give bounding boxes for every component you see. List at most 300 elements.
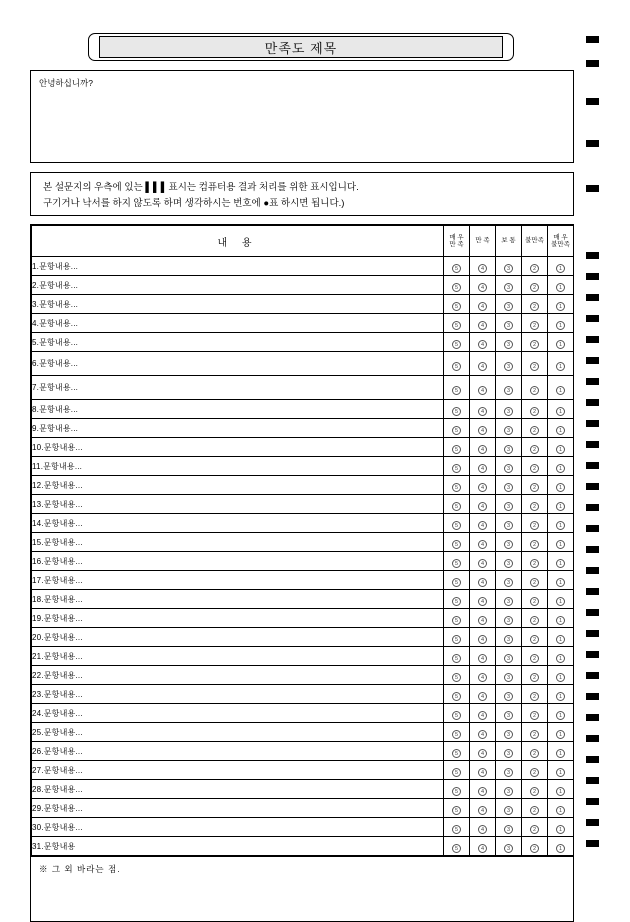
answer-bubble[interactable]: 2 bbox=[530, 730, 539, 739]
answer-bubble-cell[interactable] bbox=[444, 685, 470, 704]
answer-bubble-cell[interactable] bbox=[444, 376, 470, 400]
answer-bubble[interactable]: 3 bbox=[504, 654, 513, 663]
answer-bubble-cell[interactable] bbox=[496, 352, 522, 376]
answer-bubble[interactable]: 3 bbox=[504, 673, 513, 682]
answer-bubble-cell[interactable] bbox=[548, 314, 574, 333]
answer-bubble[interactable]: 1 bbox=[556, 362, 565, 371]
answer-bubble-cell[interactable] bbox=[496, 647, 522, 666]
answer-bubble-cell[interactable] bbox=[496, 837, 522, 856]
answer-bubble[interactable]: 4 bbox=[478, 502, 487, 511]
answer-bubble[interactable]: 5 bbox=[452, 386, 461, 395]
answer-bubble[interactable]: 3 bbox=[504, 407, 513, 416]
answer-bubble-cell[interactable] bbox=[548, 457, 574, 476]
answer-bubble[interactable]: 5 bbox=[452, 321, 461, 330]
answer-bubble-cell[interactable] bbox=[444, 552, 470, 571]
answer-bubble[interactable]: 3 bbox=[504, 483, 513, 492]
answer-bubble-cell[interactable] bbox=[444, 742, 470, 761]
answer-bubble-cell[interactable] bbox=[470, 276, 496, 295]
answer-bubble-cell[interactable] bbox=[470, 457, 496, 476]
answer-bubble[interactable]: 4 bbox=[478, 407, 487, 416]
answer-bubble-cell[interactable] bbox=[444, 352, 470, 376]
answer-bubble[interactable]: 4 bbox=[478, 787, 487, 796]
answer-bubble[interactable]: 1 bbox=[556, 445, 565, 454]
answer-bubble[interactable]: 5 bbox=[452, 445, 461, 454]
answer-bubble-cell[interactable] bbox=[548, 685, 574, 704]
answer-bubble[interactable]: 5 bbox=[452, 426, 461, 435]
answer-bubble[interactable]: 2 bbox=[530, 407, 539, 416]
answer-bubble[interactable]: 3 bbox=[504, 386, 513, 395]
answer-bubble[interactable]: 5 bbox=[452, 483, 461, 492]
answer-bubble[interactable]: 5 bbox=[452, 635, 461, 644]
answer-bubble[interactable]: 2 bbox=[530, 521, 539, 530]
answer-bubble-cell[interactable] bbox=[548, 571, 574, 590]
answer-bubble-cell[interactable] bbox=[522, 400, 548, 419]
answer-bubble-cell[interactable] bbox=[470, 647, 496, 666]
answer-bubble-cell[interactable] bbox=[444, 837, 470, 856]
answer-bubble-cell[interactable] bbox=[522, 704, 548, 723]
answer-bubble[interactable]: 4 bbox=[478, 340, 487, 349]
answer-bubble[interactable]: 4 bbox=[478, 283, 487, 292]
answer-bubble-cell[interactable] bbox=[522, 438, 548, 457]
answer-bubble-cell[interactable] bbox=[548, 647, 574, 666]
answer-bubble-cell[interactable] bbox=[522, 666, 548, 685]
answer-bubble[interactable]: 5 bbox=[452, 464, 461, 473]
answer-bubble-cell[interactable] bbox=[470, 419, 496, 438]
answer-bubble-cell[interactable] bbox=[470, 799, 496, 818]
answer-bubble-cell[interactable] bbox=[522, 295, 548, 314]
answer-bubble[interactable]: 1 bbox=[556, 283, 565, 292]
answer-bubble[interactable]: 2 bbox=[530, 711, 539, 720]
answer-bubble-cell[interactable] bbox=[444, 704, 470, 723]
answer-bubble-cell[interactable] bbox=[470, 837, 496, 856]
answer-bubble[interactable]: 2 bbox=[530, 635, 539, 644]
answer-bubble-cell[interactable] bbox=[444, 295, 470, 314]
answer-bubble[interactable]: 3 bbox=[504, 559, 513, 568]
answer-bubble-cell[interactable] bbox=[470, 552, 496, 571]
answer-bubble-cell[interactable] bbox=[496, 333, 522, 352]
answer-bubble[interactable]: 3 bbox=[504, 445, 513, 454]
answer-bubble-cell[interactable] bbox=[470, 685, 496, 704]
answer-bubble[interactable]: 5 bbox=[452, 362, 461, 371]
answer-bubble[interactable]: 4 bbox=[478, 445, 487, 454]
answer-bubble-cell[interactable] bbox=[496, 571, 522, 590]
answer-bubble-cell[interactable] bbox=[496, 628, 522, 647]
answer-bubble-cell[interactable] bbox=[496, 685, 522, 704]
answer-bubble-cell[interactable] bbox=[444, 276, 470, 295]
answer-bubble-cell[interactable] bbox=[522, 799, 548, 818]
answer-bubble[interactable]: 2 bbox=[530, 654, 539, 663]
answer-bubble-cell[interactable] bbox=[470, 742, 496, 761]
answer-bubble[interactable]: 3 bbox=[504, 597, 513, 606]
answer-bubble[interactable]: 3 bbox=[504, 711, 513, 720]
answer-bubble-cell[interactable] bbox=[522, 837, 548, 856]
answer-bubble[interactable]: 3 bbox=[504, 540, 513, 549]
answer-bubble[interactable]: 1 bbox=[556, 654, 565, 663]
answer-bubble[interactable]: 4 bbox=[478, 730, 487, 739]
answer-bubble[interactable]: 5 bbox=[452, 502, 461, 511]
answer-bubble[interactable]: 4 bbox=[478, 302, 487, 311]
answer-bubble-cell[interactable] bbox=[522, 609, 548, 628]
answer-bubble-cell[interactable] bbox=[548, 666, 574, 685]
answer-bubble-cell[interactable] bbox=[548, 552, 574, 571]
answer-bubble[interactable]: 3 bbox=[504, 635, 513, 644]
answer-bubble-cell[interactable] bbox=[444, 314, 470, 333]
answer-bubble[interactable]: 5 bbox=[452, 711, 461, 720]
answer-bubble[interactable]: 1 bbox=[556, 787, 565, 796]
answer-bubble[interactable]: 4 bbox=[478, 578, 487, 587]
answer-bubble[interactable]: 2 bbox=[530, 597, 539, 606]
answer-bubble-cell[interactable] bbox=[522, 571, 548, 590]
answer-bubble[interactable]: 1 bbox=[556, 386, 565, 395]
answer-bubble[interactable]: 5 bbox=[452, 768, 461, 777]
answer-bubble-cell[interactable] bbox=[522, 780, 548, 799]
answer-bubble-cell[interactable] bbox=[496, 400, 522, 419]
answer-bubble-cell[interactable] bbox=[470, 295, 496, 314]
answer-bubble-cell[interactable] bbox=[522, 352, 548, 376]
answer-bubble[interactable]: 5 bbox=[452, 283, 461, 292]
answer-bubble[interactable]: 5 bbox=[452, 597, 461, 606]
answer-bubble[interactable]: 1 bbox=[556, 540, 565, 549]
answer-bubble[interactable]: 1 bbox=[556, 483, 565, 492]
answer-bubble[interactable]: 1 bbox=[556, 806, 565, 815]
answer-bubble-cell[interactable] bbox=[470, 438, 496, 457]
answer-bubble[interactable]: 2 bbox=[530, 321, 539, 330]
free-text-box[interactable] bbox=[30, 856, 574, 922]
answer-bubble-cell[interactable] bbox=[548, 400, 574, 419]
answer-bubble-cell[interactable] bbox=[522, 376, 548, 400]
answer-bubble[interactable]: 1 bbox=[556, 264, 565, 273]
answer-bubble-cell[interactable] bbox=[470, 352, 496, 376]
answer-bubble-cell[interactable] bbox=[444, 609, 470, 628]
answer-bubble-cell[interactable] bbox=[522, 314, 548, 333]
answer-bubble-cell[interactable] bbox=[522, 495, 548, 514]
answer-bubble[interactable]: 1 bbox=[556, 426, 565, 435]
answer-bubble[interactable]: 4 bbox=[478, 540, 487, 549]
answer-bubble-cell[interactable] bbox=[470, 514, 496, 533]
answer-bubble-cell[interactable] bbox=[522, 514, 548, 533]
answer-bubble[interactable]: 4 bbox=[478, 321, 487, 330]
answer-bubble-cell[interactable] bbox=[470, 376, 496, 400]
answer-bubble-cell[interactable] bbox=[548, 376, 574, 400]
answer-bubble-cell[interactable] bbox=[496, 590, 522, 609]
answer-bubble[interactable]: 1 bbox=[556, 711, 565, 720]
answer-bubble[interactable]: 5 bbox=[452, 730, 461, 739]
answer-bubble[interactable]: 4 bbox=[478, 264, 487, 273]
answer-bubble[interactable]: 4 bbox=[478, 673, 487, 682]
answer-bubble-cell[interactable] bbox=[548, 295, 574, 314]
answer-bubble-cell[interactable] bbox=[444, 590, 470, 609]
answer-bubble-cell[interactable] bbox=[444, 761, 470, 780]
answer-bubble-cell[interactable] bbox=[548, 276, 574, 295]
answer-bubble[interactable]: 2 bbox=[530, 362, 539, 371]
answer-bubble[interactable]: 3 bbox=[504, 749, 513, 758]
answer-bubble-cell[interactable] bbox=[470, 314, 496, 333]
answer-bubble-cell[interactable] bbox=[444, 438, 470, 457]
answer-bubble-cell[interactable] bbox=[444, 257, 470, 276]
answer-bubble[interactable]: 5 bbox=[452, 692, 461, 701]
answer-bubble-cell[interactable] bbox=[548, 761, 574, 780]
answer-bubble[interactable]: 2 bbox=[530, 464, 539, 473]
answer-bubble-cell[interactable] bbox=[522, 333, 548, 352]
answer-bubble-cell[interactable] bbox=[470, 628, 496, 647]
answer-bubble-cell[interactable] bbox=[548, 352, 574, 376]
answer-bubble[interactable]: 3 bbox=[504, 521, 513, 530]
answer-bubble-cell[interactable] bbox=[444, 495, 470, 514]
answer-bubble-cell[interactable] bbox=[444, 533, 470, 552]
answer-bubble[interactable]: 2 bbox=[530, 426, 539, 435]
answer-bubble[interactable]: 1 bbox=[556, 768, 565, 777]
answer-bubble-cell[interactable] bbox=[548, 742, 574, 761]
answer-bubble-cell[interactable] bbox=[496, 495, 522, 514]
answer-bubble[interactable]: 3 bbox=[504, 844, 513, 853]
answer-bubble[interactable]: 4 bbox=[478, 464, 487, 473]
answer-bubble[interactable]: 3 bbox=[504, 730, 513, 739]
answer-bubble-cell[interactable] bbox=[470, 400, 496, 419]
answer-bubble-cell[interactable] bbox=[470, 609, 496, 628]
answer-bubble[interactable]: 1 bbox=[556, 502, 565, 511]
answer-bubble-cell[interactable] bbox=[470, 333, 496, 352]
answer-bubble[interactable]: 5 bbox=[452, 806, 461, 815]
answer-bubble-cell[interactable] bbox=[444, 514, 470, 533]
answer-bubble-cell[interactable] bbox=[470, 590, 496, 609]
answer-bubble[interactable]: 1 bbox=[556, 825, 565, 834]
answer-bubble-cell[interactable] bbox=[444, 666, 470, 685]
answer-bubble-cell[interactable] bbox=[444, 419, 470, 438]
answer-bubble[interactable]: 2 bbox=[530, 302, 539, 311]
answer-bubble[interactable]: 3 bbox=[504, 340, 513, 349]
answer-bubble-cell[interactable] bbox=[522, 818, 548, 837]
answer-bubble[interactable]: 4 bbox=[478, 597, 487, 606]
answer-bubble-cell[interactable] bbox=[470, 818, 496, 837]
answer-bubble-cell[interactable] bbox=[470, 723, 496, 742]
answer-bubble-cell[interactable] bbox=[496, 457, 522, 476]
answer-bubble[interactable]: 2 bbox=[530, 264, 539, 273]
answer-bubble[interactable]: 2 bbox=[530, 692, 539, 701]
answer-bubble-cell[interactable] bbox=[496, 552, 522, 571]
answer-bubble[interactable]: 1 bbox=[556, 521, 565, 530]
answer-bubble[interactable]: 1 bbox=[556, 578, 565, 587]
answer-bubble[interactable]: 3 bbox=[504, 692, 513, 701]
answer-bubble[interactable]: 1 bbox=[556, 340, 565, 349]
answer-bubble-cell[interactable] bbox=[522, 742, 548, 761]
answer-bubble-cell[interactable] bbox=[548, 257, 574, 276]
answer-bubble-cell[interactable] bbox=[496, 419, 522, 438]
answer-bubble[interactable]: 5 bbox=[452, 578, 461, 587]
answer-bubble[interactable]: 2 bbox=[530, 844, 539, 853]
answer-bubble-cell[interactable] bbox=[470, 761, 496, 780]
answer-bubble-cell[interactable] bbox=[522, 590, 548, 609]
answer-bubble[interactable]: 3 bbox=[504, 787, 513, 796]
answer-bubble[interactable]: 3 bbox=[504, 321, 513, 330]
answer-bubble[interactable]: 3 bbox=[504, 362, 513, 371]
answer-bubble-cell[interactable] bbox=[444, 628, 470, 647]
answer-bubble[interactable]: 5 bbox=[452, 302, 461, 311]
answer-bubble-cell[interactable] bbox=[470, 704, 496, 723]
answer-bubble[interactable]: 5 bbox=[452, 844, 461, 853]
answer-bubble[interactable]: 3 bbox=[504, 302, 513, 311]
answer-bubble-cell[interactable] bbox=[548, 628, 574, 647]
answer-bubble-cell[interactable] bbox=[522, 419, 548, 438]
answer-bubble[interactable]: 1 bbox=[556, 407, 565, 416]
answer-bubble[interactable]: 4 bbox=[478, 386, 487, 395]
answer-bubble-cell[interactable] bbox=[522, 533, 548, 552]
answer-bubble[interactable]: 5 bbox=[452, 673, 461, 682]
answer-bubble-cell[interactable] bbox=[444, 723, 470, 742]
answer-bubble[interactable]: 2 bbox=[530, 806, 539, 815]
answer-bubble-cell[interactable] bbox=[522, 723, 548, 742]
answer-bubble[interactable]: 5 bbox=[452, 616, 461, 625]
answer-bubble[interactable]: 4 bbox=[478, 692, 487, 701]
answer-bubble-cell[interactable] bbox=[470, 257, 496, 276]
answer-bubble-cell[interactable] bbox=[548, 590, 574, 609]
answer-bubble[interactable]: 3 bbox=[504, 283, 513, 292]
answer-bubble-cell[interactable] bbox=[444, 571, 470, 590]
answer-bubble[interactable]: 1 bbox=[556, 559, 565, 568]
answer-bubble-cell[interactable] bbox=[496, 376, 522, 400]
answer-bubble[interactable]: 4 bbox=[478, 521, 487, 530]
answer-bubble[interactable]: 3 bbox=[504, 502, 513, 511]
answer-bubble-cell[interactable] bbox=[496, 723, 522, 742]
answer-bubble-cell[interactable] bbox=[496, 314, 522, 333]
answer-bubble[interactable]: 4 bbox=[478, 635, 487, 644]
answer-bubble[interactable]: 3 bbox=[504, 806, 513, 815]
answer-bubble[interactable]: 1 bbox=[556, 673, 565, 682]
answer-bubble[interactable]: 4 bbox=[478, 426, 487, 435]
answer-bubble[interactable]: 5 bbox=[452, 340, 461, 349]
answer-bubble-cell[interactable] bbox=[522, 685, 548, 704]
answer-bubble-cell[interactable] bbox=[496, 704, 522, 723]
answer-bubble[interactable]: 5 bbox=[452, 825, 461, 834]
answer-bubble[interactable]: 4 bbox=[478, 806, 487, 815]
answer-bubble-cell[interactable] bbox=[522, 761, 548, 780]
answer-bubble[interactable]: 2 bbox=[530, 559, 539, 568]
answer-bubble[interactable]: 4 bbox=[478, 844, 487, 853]
answer-bubble-cell[interactable] bbox=[522, 647, 548, 666]
answer-bubble[interactable]: 3 bbox=[504, 464, 513, 473]
answer-bubble[interactable]: 4 bbox=[478, 483, 487, 492]
answer-bubble[interactable]: 3 bbox=[504, 768, 513, 777]
answer-bubble[interactable]: 2 bbox=[530, 502, 539, 511]
answer-bubble[interactable]: 2 bbox=[530, 578, 539, 587]
answer-bubble-cell[interactable] bbox=[496, 609, 522, 628]
answer-bubble-cell[interactable] bbox=[444, 400, 470, 419]
answer-bubble-cell[interactable] bbox=[522, 457, 548, 476]
answer-bubble[interactable]: 2 bbox=[530, 768, 539, 777]
answer-bubble[interactable]: 5 bbox=[452, 787, 461, 796]
answer-bubble-cell[interactable] bbox=[470, 666, 496, 685]
answer-bubble-cell[interactable] bbox=[470, 571, 496, 590]
answer-bubble[interactable]: 3 bbox=[504, 578, 513, 587]
answer-bubble[interactable]: 5 bbox=[452, 559, 461, 568]
answer-bubble[interactable]: 2 bbox=[530, 616, 539, 625]
answer-bubble-cell[interactable] bbox=[496, 742, 522, 761]
answer-bubble-cell[interactable] bbox=[496, 799, 522, 818]
answer-bubble-cell[interactable] bbox=[444, 780, 470, 799]
answer-bubble-cell[interactable] bbox=[444, 333, 470, 352]
answer-bubble-cell[interactable] bbox=[548, 476, 574, 495]
answer-bubble-cell[interactable] bbox=[496, 476, 522, 495]
answer-bubble[interactable]: 1 bbox=[556, 616, 565, 625]
answer-bubble[interactable]: 5 bbox=[452, 654, 461, 663]
answer-bubble[interactable]: 3 bbox=[504, 426, 513, 435]
answer-bubble-cell[interactable] bbox=[548, 514, 574, 533]
answer-bubble-cell[interactable] bbox=[522, 552, 548, 571]
answer-bubble[interactable]: 2 bbox=[530, 386, 539, 395]
answer-bubble-cell[interactable] bbox=[444, 457, 470, 476]
answer-bubble[interactable]: 5 bbox=[452, 540, 461, 549]
answer-bubble-cell[interactable] bbox=[496, 257, 522, 276]
answer-bubble-cell[interactable] bbox=[444, 647, 470, 666]
answer-bubble[interactable]: 1 bbox=[556, 730, 565, 739]
answer-bubble[interactable]: 4 bbox=[478, 559, 487, 568]
answer-bubble-cell[interactable] bbox=[548, 799, 574, 818]
answer-bubble[interactable]: 5 bbox=[452, 407, 461, 416]
answer-bubble[interactable]: 2 bbox=[530, 540, 539, 549]
answer-bubble[interactable]: 1 bbox=[556, 844, 565, 853]
answer-bubble[interactable]: 1 bbox=[556, 635, 565, 644]
answer-bubble[interactable]: 3 bbox=[504, 825, 513, 834]
answer-bubble-cell[interactable] bbox=[522, 476, 548, 495]
answer-bubble-cell[interactable] bbox=[496, 761, 522, 780]
answer-bubble-cell[interactable] bbox=[548, 837, 574, 856]
answer-bubble-cell[interactable] bbox=[444, 818, 470, 837]
answer-bubble-cell[interactable] bbox=[496, 438, 522, 457]
answer-bubble[interactable]: 4 bbox=[478, 616, 487, 625]
answer-bubble[interactable]: 2 bbox=[530, 283, 539, 292]
answer-bubble-cell[interactable] bbox=[496, 514, 522, 533]
answer-bubble[interactable]: 2 bbox=[530, 787, 539, 796]
answer-bubble[interactable]: 3 bbox=[504, 264, 513, 273]
answer-bubble[interactable]: 1 bbox=[556, 321, 565, 330]
answer-bubble-cell[interactable] bbox=[496, 295, 522, 314]
answer-bubble[interactable]: 3 bbox=[504, 616, 513, 625]
answer-bubble-cell[interactable] bbox=[548, 495, 574, 514]
answer-bubble[interactable]: 1 bbox=[556, 749, 565, 758]
answer-bubble-cell[interactable] bbox=[548, 438, 574, 457]
answer-bubble[interactable]: 5 bbox=[452, 521, 461, 530]
answer-bubble[interactable]: 2 bbox=[530, 483, 539, 492]
answer-bubble[interactable]: 1 bbox=[556, 464, 565, 473]
answer-bubble[interactable]: 5 bbox=[452, 264, 461, 273]
answer-bubble-cell[interactable] bbox=[548, 704, 574, 723]
answer-bubble[interactable]: 2 bbox=[530, 340, 539, 349]
answer-bubble-cell[interactable] bbox=[548, 818, 574, 837]
answer-bubble-cell[interactable] bbox=[548, 723, 574, 742]
answer-bubble-cell[interactable] bbox=[522, 276, 548, 295]
answer-bubble-cell[interactable] bbox=[496, 276, 522, 295]
answer-bubble-cell[interactable] bbox=[444, 799, 470, 818]
answer-bubble-cell[interactable] bbox=[496, 780, 522, 799]
answer-bubble-cell[interactable] bbox=[548, 333, 574, 352]
answer-bubble[interactable]: 5 bbox=[452, 749, 461, 758]
answer-bubble[interactable]: 4 bbox=[478, 768, 487, 777]
answer-bubble-cell[interactable] bbox=[522, 628, 548, 647]
answer-bubble-cell[interactable] bbox=[548, 419, 574, 438]
answer-bubble[interactable]: 2 bbox=[530, 673, 539, 682]
answer-bubble[interactable]: 4 bbox=[478, 711, 487, 720]
answer-bubble-cell[interactable] bbox=[548, 609, 574, 628]
answer-bubble-cell[interactable] bbox=[496, 533, 522, 552]
answer-bubble-cell[interactable] bbox=[444, 476, 470, 495]
answer-bubble-cell[interactable] bbox=[548, 780, 574, 799]
answer-bubble[interactable]: 2 bbox=[530, 445, 539, 454]
answer-bubble-cell[interactable] bbox=[548, 533, 574, 552]
answer-bubble[interactable]: 1 bbox=[556, 302, 565, 311]
answer-bubble-cell[interactable] bbox=[496, 666, 522, 685]
answer-bubble[interactable]: 2 bbox=[530, 825, 539, 834]
answer-bubble[interactable]: 4 bbox=[478, 654, 487, 663]
answer-bubble-cell[interactable] bbox=[496, 818, 522, 837]
